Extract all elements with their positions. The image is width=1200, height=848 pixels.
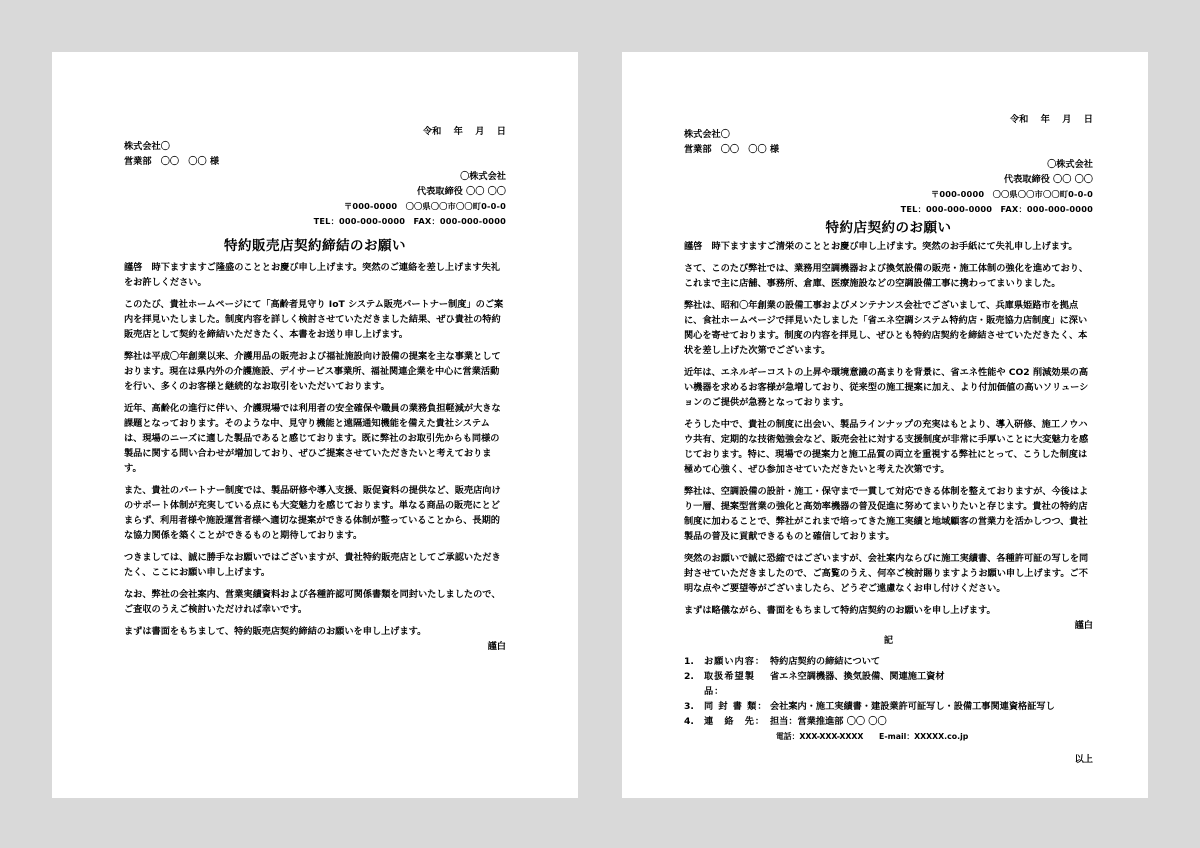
recipient-person: 営業部 〇〇 〇〇 様 <box>124 156 220 167</box>
item-value: 特約店契約の締結について <box>770 656 881 667</box>
end-mark: 以上 <box>1074 754 1093 765</box>
list-item <box>684 699 1093 714</box>
item-number: 3. <box>684 701 694 712</box>
letter-title: 特約販売店契約締結のお願い <box>224 238 406 254</box>
item-value: 会社案内・施工実績書・建設業許可証写し・設備工事関連資格証写し <box>770 701 1055 712</box>
recipient-person: 営業部 〇〇 〇〇 様 <box>684 144 780 155</box>
letter-page-1 <box>52 52 578 798</box>
date: 令和 年 月 日 <box>422 126 506 137</box>
paragraph: 弊社は、昭和〇年創業の設備工事およびメンテナンス会社でございまして、兵庫県姫路市を拠点に、食社ホームページで拝見いたしました「省エネ空調システム特約店・販売協力店制度」に深い関心を寄せております。制度の内容を拝見し、ぜひとも特約店契約を締結させていただきたく、本状を差し上げた次第でございます。 <box>684 300 1088 356</box>
contact-line: 電話：XXX-XXX-XXXX E-mail：XXXXX.co.jp <box>776 732 969 741</box>
list-item <box>684 714 1093 729</box>
paragraph: 謹啓 時下ますますご隆盛のこととお慶び申し上げます。突然のご連絡を差し上げます失礼をお許しください。 <box>124 262 500 288</box>
item-number: 4. <box>684 716 694 727</box>
paragraph: また、貴社のパートナー制度では、製品研修や導入支援、販促資料の提供など、販売店向けのサポート体制が充実している点にも大変魅力を感じております。単なる商品の販売にとどまらず、利用者様や施設運営者様へ適切な提案ができる体制が整っていることから、長期的な協力関係を築くことができるものと期待しております。 <box>124 485 501 541</box>
sender-address: 〒000-0000 〇〇県〇〇市〇〇町0-0-0 <box>343 201 506 211</box>
sender-rep: 代表取締役 〇〇 〇〇 <box>416 186 506 197</box>
item-number: 2. <box>684 671 694 682</box>
date: 令和 年 月 日 <box>1009 114 1093 125</box>
sender-contact: TEL：000-000-0000 FAX：000-000-0000 <box>900 204 1093 214</box>
letter-page-2 <box>622 52 1148 798</box>
paragraph: まずは書面をもちまして、特約販売店契約締結のお願いを申し上げます。 <box>124 626 427 637</box>
item-label: 取扱希望製品： <box>704 671 755 697</box>
paragraph: 弊社は、空調設備の設計・施工・保守まで一貫して対応できる体制を整えておりますが、今後はより一層、提案型営業の強化と高効率機器の普及促進に努めてまいりたいと存じます。貴社の特約店制度に加わることで、弊社がこれまで培ってきた施工実績と地域顧客の営業力を活かしつつ、貴社製品の普及に貢献できるものと確信しております。 <box>684 486 1089 542</box>
sender-company: 〇株式会社 <box>460 171 506 182</box>
item-label: 同 封 書 類： <box>704 701 768 712</box>
sender-contact: TEL：000-000-0000 FAX：000-000-0000 <box>313 216 506 226</box>
paragraph: 近年、高齢化の進行に伴い、介護現場では利用者の安全確保や職員の業務負担軽減が大きな課題となっております。そのような中、見守り機能と遠隔通知機能を備えた貴社システムは、現場のニーズに適した製品であると感じております。既に弊社のお取引先からも同様の製品に関する問い合わせが増加しており、ぜひご提案させていただきたいと考えております。 <box>124 403 501 474</box>
sender-rep: 代表取締役 〇〇 〇〇 <box>1003 174 1093 185</box>
recipient-company: 株式会社〇 <box>684 129 730 140</box>
paragraph: 弊社は平成〇年創業以来、介護用品の販売および福祉施設向け設備の提案を主な事業としております。現在は県内外の介護施設、デイサービス事業所、福祉関連企業を中心に営業活動を行い、多くのお客様と継続的なお取引をいただいております。 <box>124 351 501 392</box>
paragraph: まずは略儀ながら、書面をもちまして特約店契約のお願いを申し上げます。 <box>684 605 996 616</box>
item-number: 1. <box>684 656 694 667</box>
recipient-company: 株式会社〇 <box>124 141 170 152</box>
ki-heading: 記 <box>883 635 894 646</box>
item-label: お願い内容： <box>704 656 766 667</box>
item-value: 担当：営業推進部 〇〇 〇〇 <box>770 716 887 727</box>
paragraph: 近年は、エネルギーコストの上昇や環境意識の高まりを背景に、省エネ性能や CO2 削減効果の高い機器を求めるお客様が急増しており、従来型の施工提案に加え、より付加価値の高いソリューションのご提供が急務となっております。 <box>684 367 1089 408</box>
letter-title: 特約店契約のお願い <box>825 220 952 236</box>
sender-address: 〒000-0000 〇〇県〇〇市〇〇町0-0-0 <box>930 189 1093 199</box>
paragraph: このたび、貴社ホームページにて「高齢者見守り IoT システム販売パートナー制度」のご案内を拝見いたしました。制度内容を詳しく検討させていただきました結果、ぜひ貴社の特約販売店として契約を締結いただきたく、本書をお送り申し上げます。 <box>124 299 504 340</box>
paragraph: なお、弊社の会社案内、営業実績資料および各種許認可関係書類を同封いたしましたので、ご査収のうえご検討いただければ幸いです。 <box>124 589 501 615</box>
sender-company: 〇株式会社 <box>1047 159 1093 170</box>
closing: 謹白 <box>487 641 506 652</box>
paragraph: さて、このたび弊社では、業務用空調機器および換気設備の販売・施工体制の強化を進めており、これまで主に店舗、事務所、倉庫、医療施設などの空調設備工事に携わってまいりました。 <box>684 263 1089 289</box>
paragraph: 謹啓 時下ますますご清栄のこととお慶び申し上げます。突然のお手紙にて失礼申し上げます。 <box>684 241 1078 252</box>
item-value: 省エネ空調機器、換気設備、関連施工資材 <box>770 671 945 682</box>
paragraph: 突然のお願いで誠に恐縮ではございますが、会社案内ならびに施工実績書、各種許可証の写しを同封させていただきましたので、ご高覧のうえ、何卒ご検討賜りますようお願い申し上げます。ご不明な点やご要望等がございましたら、どうぞご遠慮なくお申し付けください。 <box>684 553 1089 594</box>
item-label: 連 絡 先： <box>704 716 766 727</box>
paragraph: そうした中で、貴社の制度に出会い、製品ラインナップの充実はもとより、導入研修、施工ノウハウ共有、定期的な技術勉強会など、販売会社に対する支援制度が非常に手厚いことに大変魅力を感じております。特に、現場での提案力と施工品質の両立を重視する弊社にとって、こうした制度は極めて心強く、ぜひ参加させていただきたいと考えた次第です。 <box>684 419 1089 475</box>
list-item <box>684 669 1093 699</box>
list-item <box>684 654 1093 669</box>
closing: 謹白 <box>1074 620 1093 631</box>
paragraph: つきましては、誠に勝手なお願いではございますが、貴社特約販売店としてご承認いただきたく、ここにお願い申し上げます。 <box>124 552 501 578</box>
